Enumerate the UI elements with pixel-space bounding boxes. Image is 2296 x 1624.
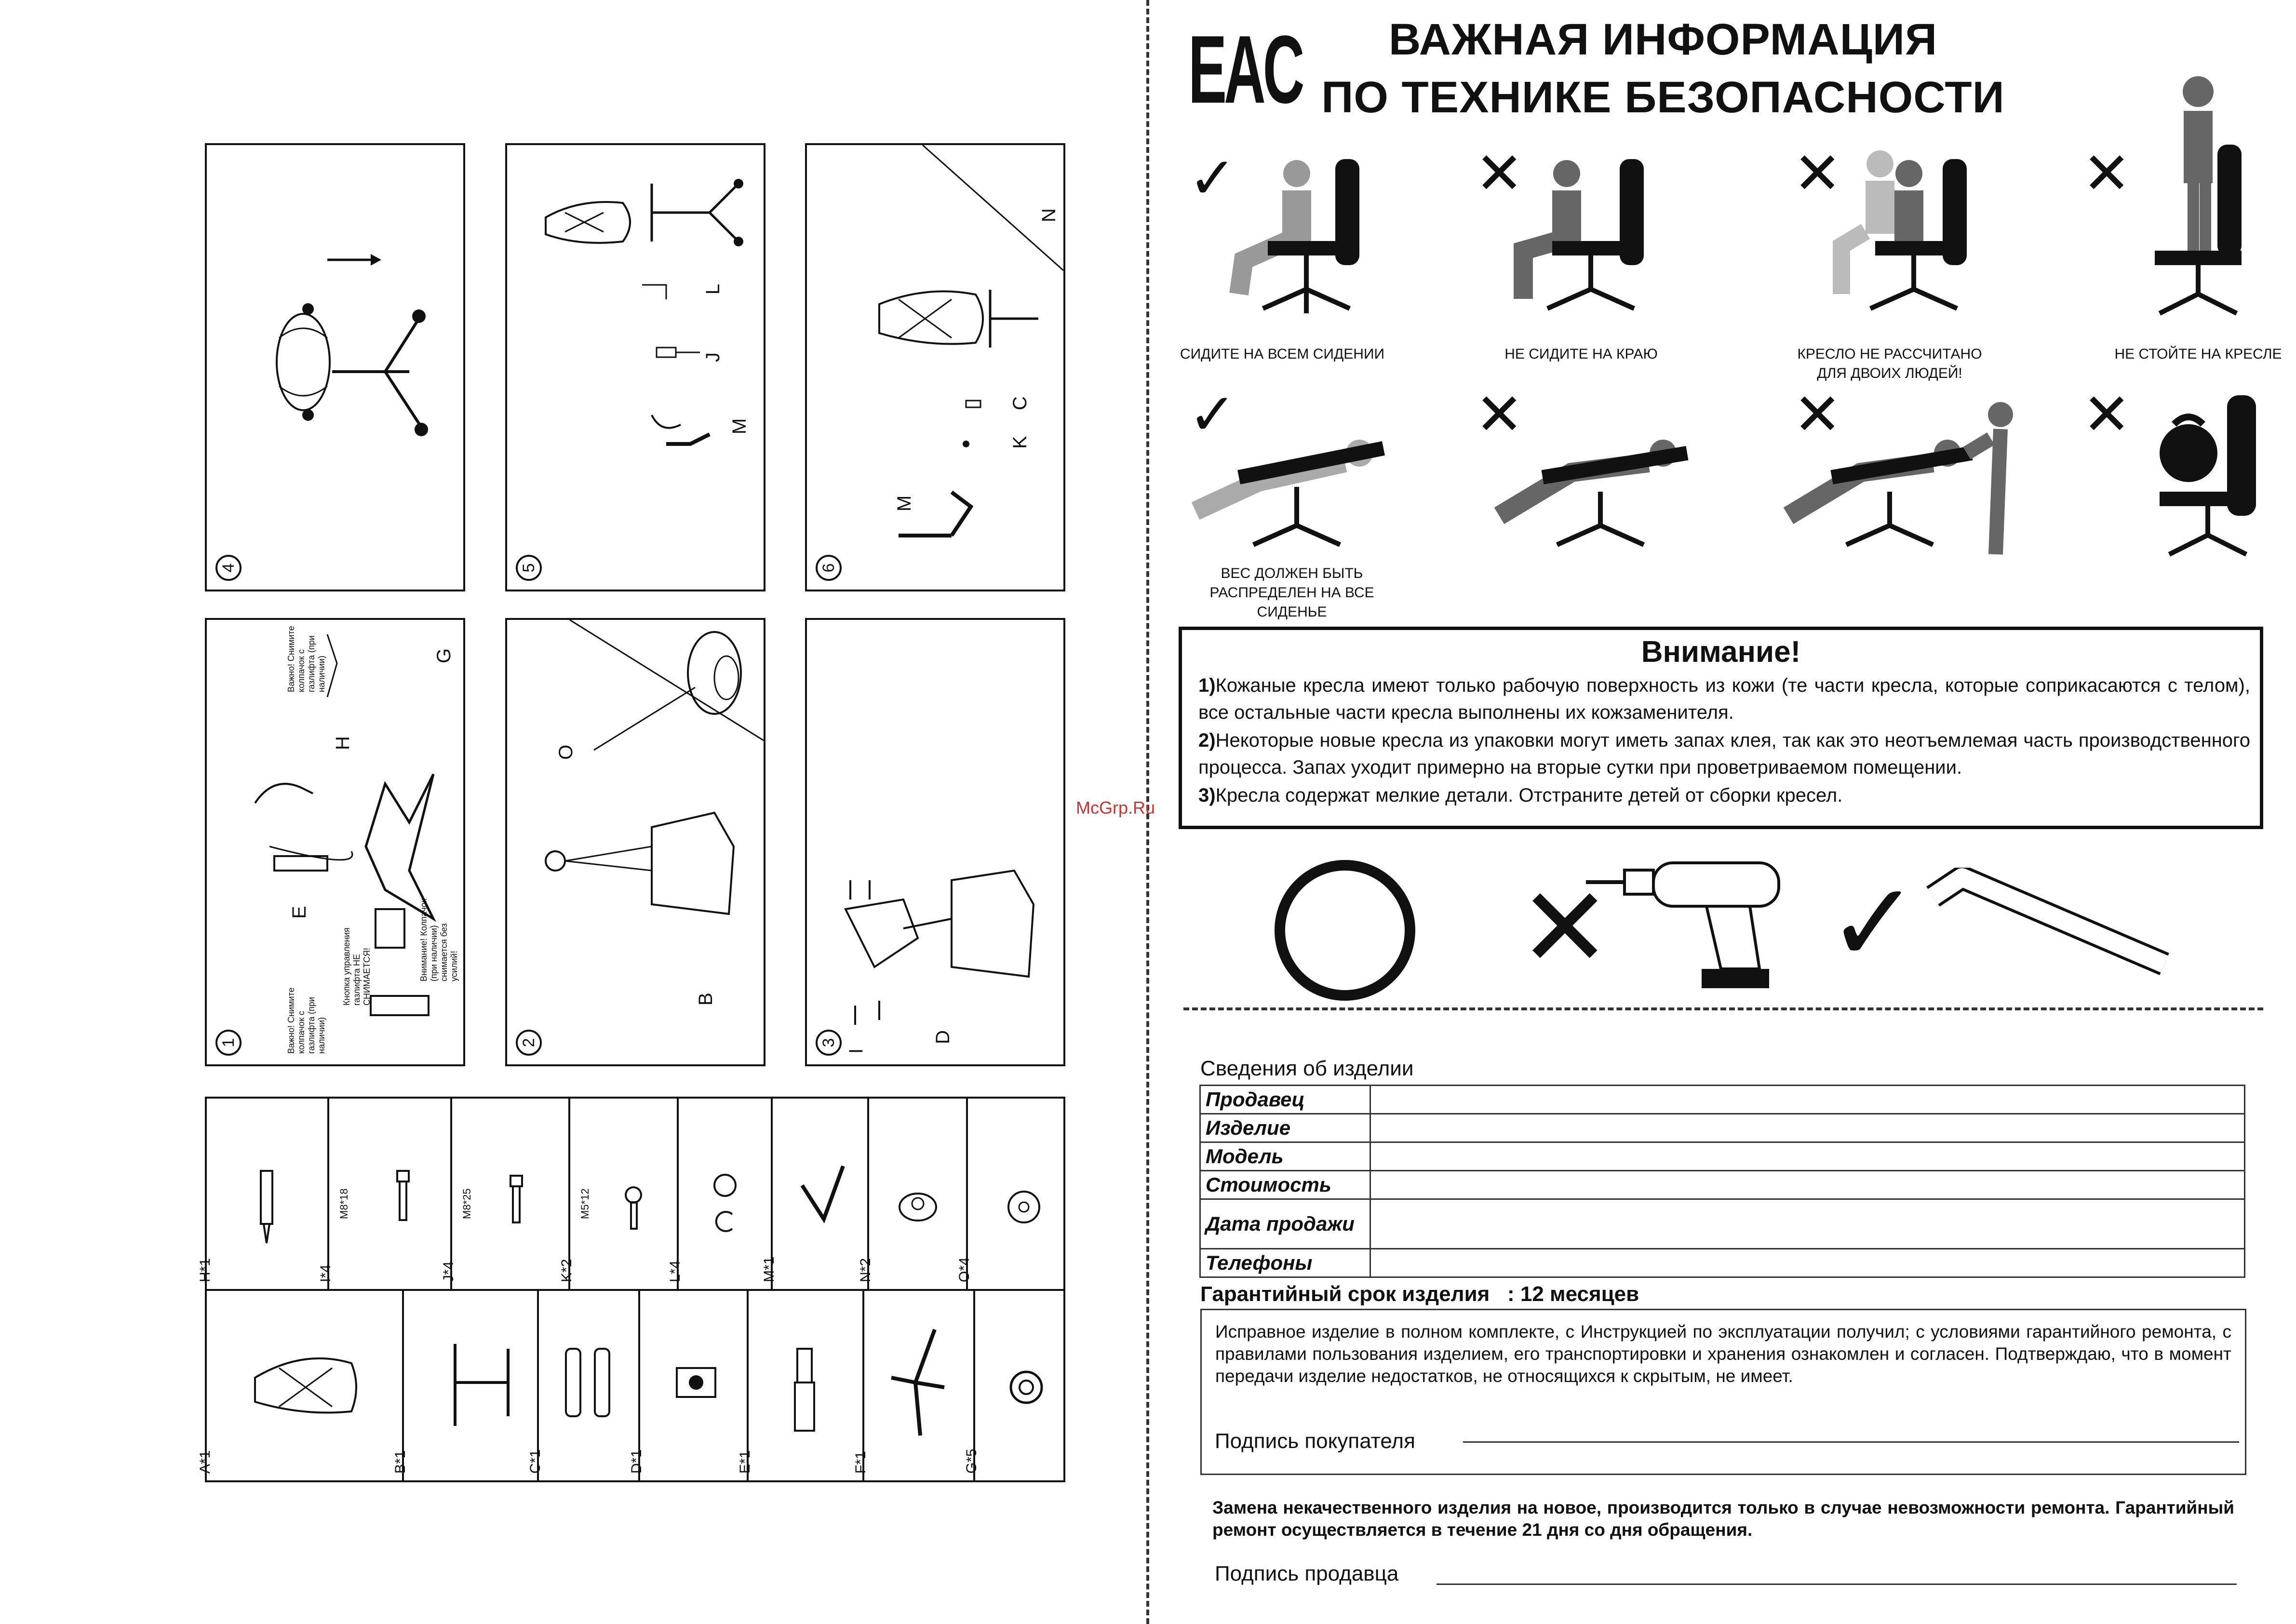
part-label: G*5 xyxy=(964,1449,980,1474)
part-label: D*1 xyxy=(629,1449,644,1474)
product-info-table xyxy=(1199,1085,2245,1278)
step-2-illustration xyxy=(507,620,764,1064)
hex-key-icon xyxy=(1923,868,2174,983)
table-row xyxy=(1200,1086,2245,1114)
product-field[interactable] xyxy=(1370,1114,2245,1142)
step1-caution: Внимание! Колпачок (при наличии) снимается без усилий! xyxy=(419,899,459,981)
letter-h: H xyxy=(332,736,353,750)
part-label: E*1 xyxy=(737,1450,753,1474)
part-cell-j xyxy=(441,1099,570,1289)
letter-j: J xyxy=(702,352,724,362)
cross-icon: ✕ xyxy=(2082,141,2131,206)
chair-two-people-icon xyxy=(1822,145,2005,323)
part-label: H*1 xyxy=(197,1258,213,1282)
cross-icon: ✕ xyxy=(1518,866,1611,990)
parts-table xyxy=(197,1097,1065,1482)
cross-icon: ✕ xyxy=(1475,382,1524,447)
warranty-value: : 12 месяцев xyxy=(1507,1282,1639,1306)
step-6-illustration xyxy=(807,145,1063,590)
letter-c: C xyxy=(1009,396,1031,410)
warranty-line xyxy=(1200,1282,1639,1306)
step1-note-top: Важно! Снимите колпачок с газлифта (при наличии) xyxy=(286,626,326,692)
step1-note-bottom: Важно! Снимите колпачок с газлифта (при наличии) xyxy=(286,987,326,1054)
letter-i: I xyxy=(846,1048,867,1054)
chair-standing-icon xyxy=(2121,72,2275,323)
step-number: 2 xyxy=(516,1030,542,1056)
part-cell-g xyxy=(964,1291,1063,1480)
pin-icon xyxy=(207,1099,327,1289)
part-label: L*4 xyxy=(667,1260,683,1282)
ring-icon xyxy=(966,1099,1063,1289)
eac-logo: EAC xyxy=(1188,16,1302,123)
ring-icon xyxy=(1273,858,1417,1003)
step-3-illustration xyxy=(807,620,1063,1064)
safety-caption: НЕ СИДИТЕ НА КРАЮ xyxy=(1504,346,1658,362)
step-1-illustration xyxy=(207,620,463,1064)
step1-button-note: Кнопка управления газлифта НЕ СНИМАЕТСЯ! xyxy=(342,927,372,1006)
part-cell-c xyxy=(527,1291,640,1480)
part-label: N*2 xyxy=(858,1258,873,1282)
phones-field[interactable] xyxy=(1370,1249,2245,1277)
parts-row-2 xyxy=(197,1291,1063,1480)
armrest-icon xyxy=(537,1291,638,1480)
backrest-icon xyxy=(402,1291,537,1480)
part-cell-o xyxy=(956,1099,1063,1289)
step-number: 4 xyxy=(215,555,242,581)
mechanism-icon xyxy=(638,1291,747,1480)
recline-lying-icon xyxy=(1485,424,1706,569)
table-row xyxy=(1200,1249,2245,1277)
step-number: 5 xyxy=(516,555,542,581)
safety-caption: СИДИТЕ НА ВСЕМ СИДЕНИИ xyxy=(1180,346,1385,362)
part-cell-i xyxy=(318,1099,452,1289)
chair-sit-full-icon xyxy=(1220,154,1403,323)
attention-box xyxy=(1179,627,2263,829)
part-cell-d xyxy=(629,1291,749,1480)
letter-b: B xyxy=(695,993,716,1006)
buyer-signature-label: Подпись покупателя xyxy=(1215,1429,1415,1453)
chair-edge-icon xyxy=(1504,154,1687,323)
letter-d: D xyxy=(932,1030,953,1044)
row-label: Продавец xyxy=(1200,1086,1370,1114)
recline-even-icon xyxy=(1181,424,1403,569)
step-1-panel xyxy=(205,618,465,1066)
letter-n: N xyxy=(1038,208,1060,222)
row-label: Телефоны xyxy=(1200,1249,1370,1277)
part-label: A*1 xyxy=(197,1450,213,1474)
check-icon: ✓ xyxy=(1188,382,1237,447)
cross-icon: ✕ xyxy=(1793,141,1842,206)
letter-e: E xyxy=(289,906,310,919)
part-cell-n xyxy=(858,1099,968,1289)
part-cell-b xyxy=(392,1291,539,1480)
warranty-label: Гарантийный срок изделия xyxy=(1200,1282,1490,1306)
sale-date-field[interactable] xyxy=(1370,1199,2245,1249)
step-3-panel xyxy=(805,618,1065,1066)
letter-l: L xyxy=(702,283,724,295)
model-field[interactable] xyxy=(1370,1142,2245,1171)
washer-icon xyxy=(677,1099,771,1289)
row-label: Стоимость xyxy=(1200,1171,1370,1199)
step-6-panel xyxy=(805,143,1065,591)
table-row xyxy=(1200,1199,2245,1249)
cut-line xyxy=(1183,1007,2263,1010)
part-label: J*4 xyxy=(441,1261,457,1282)
part-label: B*1 xyxy=(392,1450,408,1474)
step-number: 1 xyxy=(215,1030,242,1056)
chair-weight-icon xyxy=(2131,386,2285,569)
step-4-panel xyxy=(205,143,465,591)
cross-icon: ✕ xyxy=(2082,382,2131,447)
part-spec: M8*18 xyxy=(338,1188,350,1219)
acceptance-text: Исправное изделие в полном комплекте, с Инструкцией по эксплуатации получил; с условиями гарантийного ремонта, с правилами пользования изделием, его транспортировки и хранения ознакомлен и согласен. Подтверждаю, что в момент передачи изделие недостатков, не относящихся к скрытым, не имеет. xyxy=(1215,1322,2231,1386)
table-row xyxy=(1200,1114,2245,1142)
row-label: Модель xyxy=(1200,1142,1370,1171)
table-row xyxy=(1200,1171,2245,1199)
check-icon: ✓ xyxy=(1827,861,1920,985)
letter-g: G xyxy=(433,648,455,663)
step-number: 3 xyxy=(816,1030,842,1056)
step-number: 6 xyxy=(816,555,842,581)
base-icon xyxy=(862,1291,973,1480)
step-5-panel xyxy=(505,143,765,591)
cross-icon: ✕ xyxy=(1793,382,1842,447)
seat-icon xyxy=(207,1291,402,1480)
letter-k: K xyxy=(1009,436,1031,449)
recline-pushed-icon xyxy=(1774,395,2044,569)
step-2-panel xyxy=(505,618,765,1066)
drill-icon xyxy=(1586,848,1798,993)
part-cell-m xyxy=(761,1099,869,1289)
attention-item-1: 1)Кожаные кресла имеют только рабочую поверхность из кожи (те части кресла, которые соприкасаются с телом), все остальные части кресла выполнены их кожзаменителя. xyxy=(1198,675,2250,723)
attention-item-3: 3)Кресла содержат мелкие детали. Отстраните детей от сборки кресел. xyxy=(1198,785,1843,806)
product-info-title: Сведения об изделии xyxy=(1200,1057,1414,1080)
page-title-line-2: ПО ТЕХНИКЕ БЕЗОПАСНОСТИ xyxy=(1321,73,2005,122)
part-label: C*1 xyxy=(527,1449,543,1474)
part-label: M*1 xyxy=(761,1256,777,1282)
part-cell-l xyxy=(667,1099,773,1289)
part-cell-f xyxy=(853,1291,975,1480)
cap-icon xyxy=(867,1099,966,1289)
table-row xyxy=(1200,1142,2245,1171)
caster-icon xyxy=(973,1291,1063,1480)
part-label: O*4 xyxy=(956,1257,972,1282)
hex-key-icon xyxy=(771,1099,867,1289)
check-icon: ✓ xyxy=(1188,146,1237,211)
seller-field[interactable] xyxy=(1370,1086,2245,1114)
letter-m: M xyxy=(894,495,915,511)
part-label: K*2 xyxy=(559,1259,575,1282)
watermark: McGrp.Ru xyxy=(1076,798,1155,818)
row-label: Изделие xyxy=(1200,1114,1370,1142)
part-label: F*1 xyxy=(853,1451,869,1474)
letter-o: O xyxy=(555,744,577,760)
price-field[interactable] xyxy=(1370,1171,2245,1199)
row-label: Дата продажи xyxy=(1200,1199,1370,1249)
gas-lift-icon xyxy=(747,1291,862,1480)
page-title-line-1: ВАЖНАЯ ИНФОРМАЦИЯ xyxy=(1388,15,1938,64)
part-spec: M5*12 xyxy=(579,1188,591,1219)
step-5-illustration xyxy=(507,145,764,590)
parts-row-1 xyxy=(197,1099,1063,1291)
safety-caption: НЕ СТОЙТЕ НА КРЕСЛЕ xyxy=(2114,346,2282,362)
seller-signature-line[interactable] xyxy=(1437,1584,2237,1585)
buyer-signature-line[interactable] xyxy=(1463,1441,2239,1443)
replacement-note: Замена некачественного изделия на новое, производится только в случае невозможности ремонта. Гарантийный ремонт осуществляется в течение 21 дня со дня обращения. xyxy=(1212,1498,2234,1540)
step-4-illustration xyxy=(207,145,463,590)
part-label: I*4 xyxy=(318,1264,334,1282)
safety-caption: КРЕСЛО НЕ РАССЧИТАНО ДЛЯ ДВОИХ ЛЮДЕЙ! xyxy=(1797,346,1982,381)
attention-title: Внимание! xyxy=(1641,635,1801,669)
safety-caption: ВЕС ДОЛЖЕН БЫТЬ РАСПРЕДЕЛЕН НА ВСЕ СИДЕНЬЕ xyxy=(1209,565,1374,620)
seller-signature-label: Подпись продавца xyxy=(1215,1562,1399,1585)
part-cell-k xyxy=(559,1099,679,1289)
part-cell-e xyxy=(737,1291,864,1480)
part-spec: M8*25 xyxy=(461,1188,473,1219)
part-cell-a xyxy=(197,1291,404,1480)
cross-icon: ✕ xyxy=(1475,141,1524,206)
attention-item-2: 2)Некоторые новые кресла из упаковки могут иметь запах клея, так как это неотъемлемая часть производственного процесса. Запах уходит примерно на вторые сутки при проветриваемом помещении. xyxy=(1198,730,2250,778)
letter-m: M xyxy=(729,418,750,434)
part-cell-h xyxy=(197,1099,329,1289)
